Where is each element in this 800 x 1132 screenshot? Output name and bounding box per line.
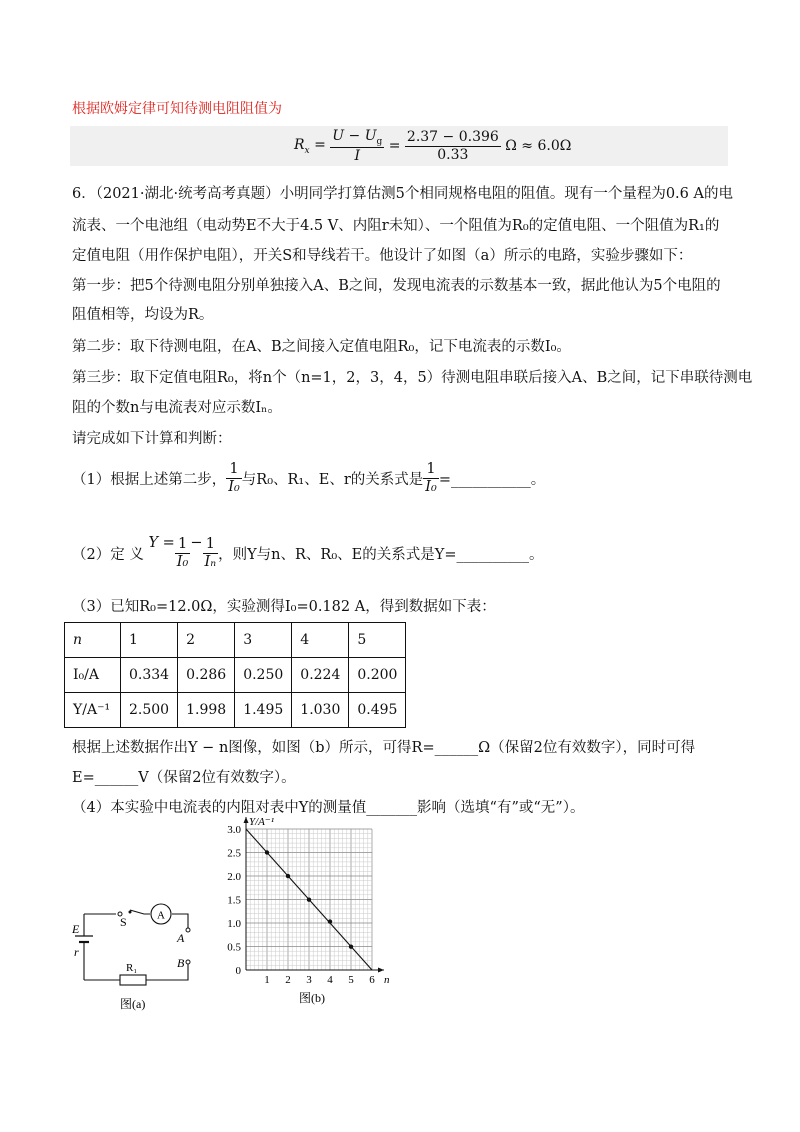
step2-line: 第二步：取下待测电阻，在A、B之间接入定值电阻R₀，记下电流表的示数I₀。 xyxy=(72,339,571,355)
y-n-chart xyxy=(216,814,396,1020)
y-tick-label: 2.0 xyxy=(227,871,241,883)
r1-label: R₁ xyxy=(126,962,138,974)
after-table-line-1: 根据上述数据作出Y − n图像，如图（b）所示，可得R=______Ω（保留2位有效数字），同时可得 xyxy=(72,740,696,756)
internal-resistance-label: r xyxy=(74,945,79,959)
formula-den2: 0.33 xyxy=(437,146,469,163)
table-cell: Y/A⁻¹ xyxy=(65,693,121,728)
q2-def: Y = xyxy=(148,535,175,551)
y-tick-label: 3.0 xyxy=(227,824,241,836)
x-tick-label: 3 xyxy=(306,974,312,986)
problem-intro-line-2: 流表、一个电池组（电动势E不大于4.5 V、内阻r未知）、一个阻值为R₀的定值电阻、一个阻值为R₁的 xyxy=(72,218,720,234)
prev-solution-red-line: 根据欧姆定律可知待测电阻阻值为 xyxy=(72,101,282,117)
rx-formula: $R_x$ = $\frac{U - U_g}{I}$ = $\frac{2.37 - 0.396}{0.33}$ Ω ≈ 6.0Ω xyxy=(294,127,572,165)
data-point xyxy=(328,919,332,923)
table-cell: 0.250 xyxy=(235,658,292,693)
figure-b-caption: 图(b) xyxy=(299,991,325,1005)
table-cell: 2.500 xyxy=(121,693,178,728)
x-axis-label: n xyxy=(384,974,390,986)
y-axis-arrow xyxy=(244,817,249,823)
q1-mid: 与R₀、R₁、E、r的关系式是 xyxy=(241,471,424,488)
y-tick-label: 1.0 xyxy=(227,918,241,930)
x-tick-label: 5 xyxy=(348,974,354,986)
problem-intro-1: 小明同学打算估测5个相同规格电阻的阻值。现有一个量程为0.6 A的电 xyxy=(279,186,733,202)
table-cell: 1.998 xyxy=(178,693,235,728)
emf-label: E xyxy=(72,922,80,936)
switch-blade xyxy=(130,910,150,914)
formula-lhs-sub: x xyxy=(304,145,310,156)
q2-frac-b: $\frac{1}{\text{Iₙ}}$ xyxy=(204,535,217,570)
y-axis-label: Y/A⁻¹ xyxy=(249,816,274,828)
table-cell: 1.030 xyxy=(292,693,349,728)
table-cell: 2 xyxy=(178,623,235,658)
y-tick-label: 2.5 xyxy=(227,847,241,860)
formula-lhs: R xyxy=(294,136,305,153)
y-tick-label: 0 xyxy=(235,965,241,977)
question-2 xyxy=(72,525,543,581)
data-table xyxy=(64,622,406,728)
resistor-r1 xyxy=(120,975,146,985)
q2-frac-a: $\frac{1}{\text{I₀}}$ xyxy=(176,535,189,570)
question-4: （4）本实验中电流表的内阻对表中Y的测量值_______影响（选填“有”或“无”）。 xyxy=(72,800,585,816)
table-row xyxy=(65,623,406,658)
after-table-line-2: E=______V（保留2位有效数字）。 xyxy=(72,770,296,786)
table-cell: 1 xyxy=(121,623,178,658)
q1-frac-b: $\frac{1}{\text{I₀}}$ xyxy=(425,460,437,495)
formula-den: I xyxy=(354,148,361,165)
chart-ticks xyxy=(227,824,375,986)
table-cell: I₀/A xyxy=(65,658,121,693)
table-cell: 4 xyxy=(292,623,349,658)
step3-line-2: 阻的个数n与电流表对应示数Iₙ。 xyxy=(72,400,282,416)
step1-line-2: 阻值相等，均设为R。 xyxy=(72,307,214,323)
question-3: （3）已知R₀=12.0Ω，实验测得I₀=0.182 A，得到数据如下表： xyxy=(72,599,496,615)
table-cell: 3 xyxy=(235,623,292,658)
x-axis-arrow xyxy=(378,968,384,973)
formula-frac-2 xyxy=(405,129,501,162)
q1-suffix: =___________。 xyxy=(438,471,546,488)
x-tick-label: 1 xyxy=(264,974,270,986)
terminal-a-label: A xyxy=(177,931,185,945)
terminal-a xyxy=(186,928,190,932)
q1-frac-a: $\frac{1}{\text{I₀}}$ xyxy=(228,460,240,495)
q2-prefix: （2）定 义 xyxy=(72,546,144,563)
prompt-line: 请完成如下计算和判断： xyxy=(72,431,232,447)
question-1 xyxy=(72,452,545,504)
q2-minus: − xyxy=(190,535,203,551)
table-cell: 5 xyxy=(349,623,406,658)
figure-a-caption: 图(a) xyxy=(120,997,146,1011)
table-cell: 0.224 xyxy=(292,658,349,693)
q1-prefix: （1）根据上述第二步， xyxy=(72,471,227,488)
x-tick-label: 2 xyxy=(285,974,291,986)
terminal-b xyxy=(186,960,190,964)
data-point xyxy=(286,874,290,878)
formula-num: U − U xyxy=(332,127,377,144)
circuit-wire-top-right xyxy=(172,914,188,928)
step1-line-1: 第一步：把5个待测电阻分别单独接入A、B之间，发现电流表的示数基本一致，据此他认为5个电阻的 xyxy=(72,278,721,294)
table-cell: n xyxy=(65,623,121,658)
problem-number: 6． xyxy=(72,186,96,202)
data-point xyxy=(349,945,353,949)
switch-label: S xyxy=(120,915,127,929)
table-cell: 1.495 xyxy=(235,693,292,728)
table-row xyxy=(65,658,406,693)
formula-num-sub: g xyxy=(376,136,383,147)
table-cell: 0.495 xyxy=(349,693,406,728)
problem-intro-line-3: 定值电阻（用作保护电阻），开关S和导线若干。他设计了如图（a）所示的电路，实验步骤如下： xyxy=(72,248,693,264)
problem-intro-line-1 xyxy=(72,182,733,203)
step3-line-1: 第三步：取下定值电阻R₀，将n个（n=1，2，3，4，5）待测电阻串联后接入A、B之间，记下串联待测电 xyxy=(72,370,753,386)
y-tick-label: 1.5 xyxy=(227,894,241,907)
data-point xyxy=(265,850,269,854)
formula-tail: Ω ≈ 6.0Ω xyxy=(505,138,572,154)
formula-num2: 2.37 − 0.396 xyxy=(406,129,499,146)
y-tick-label: 0.5 xyxy=(227,941,241,954)
terminal-b-label: B xyxy=(177,956,185,970)
data-point xyxy=(307,898,311,902)
table-cell: 0.286 xyxy=(178,658,235,693)
table-cell: 0.200 xyxy=(349,658,406,693)
circuit-diagram xyxy=(64,890,214,1018)
x-tick-label: 4 xyxy=(327,974,333,986)
ammeter-label: A xyxy=(157,909,165,922)
q2-suffix: ，则Y与n、R、R₀、E的关系式是Y=__________。 xyxy=(218,546,544,563)
table-row xyxy=(65,693,406,728)
switch-contact-right xyxy=(129,911,132,914)
problem-source: （2021·湖北·统考高考真题） xyxy=(95,186,280,202)
x-tick-label: 6 xyxy=(369,974,375,986)
formula-frac-1 xyxy=(330,128,384,164)
table-cell: 0.334 xyxy=(121,658,178,693)
